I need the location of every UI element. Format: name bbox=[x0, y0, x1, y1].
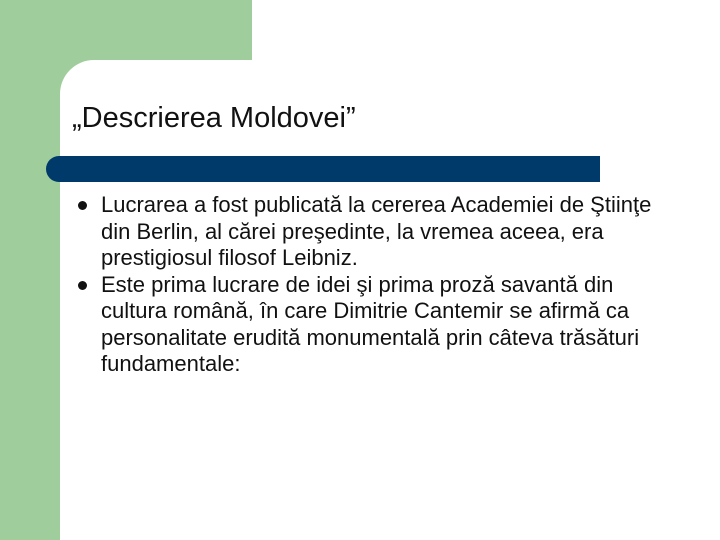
bullet-dot-icon bbox=[78, 201, 87, 210]
bullet-text: Este prima lucrare de idei şi prima proză savantă din cultura română, în care Dimitrie Cantemir se afirmă ca personalitate erudită monumentală prin câteva trăsături fundamentale: bbox=[101, 271, 640, 376]
title-underline-bar bbox=[46, 156, 600, 182]
bullet-item bbox=[70, 272, 670, 378]
slide-title: „Descrierea Moldovei” bbox=[72, 102, 356, 134]
bullet-text: Lucrarea a fost publicată la cererea Academiei de Ştiinţe din Berlin, al cărei preşedinte, la vremea aceea, era prestigiosul filosof Leibniz. bbox=[101, 192, 652, 270]
bullet-item bbox=[70, 192, 670, 272]
bullet-list bbox=[70, 192, 670, 378]
decorative-green-sidebar bbox=[0, 0, 60, 540]
bullet-dot-icon bbox=[78, 281, 87, 290]
